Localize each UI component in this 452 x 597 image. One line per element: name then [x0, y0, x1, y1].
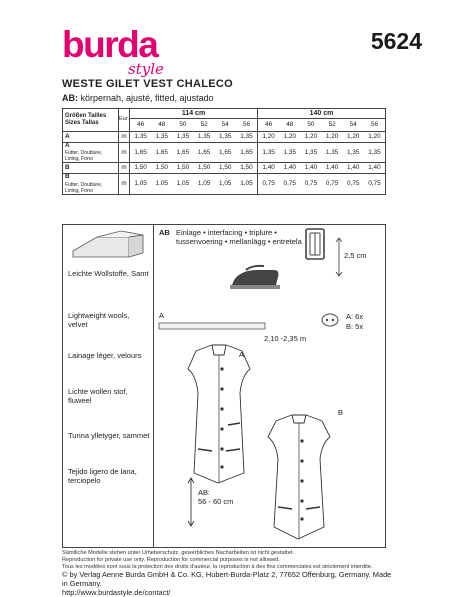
fabric-amount: 1,50: [134, 164, 147, 172]
fabric-amount: 1,20: [347, 132, 360, 140]
fabric-amount: 1,35: [134, 132, 147, 140]
size-label: 48: [158, 120, 166, 128]
sizes-140: [258, 119, 386, 132]
size-label: 52: [200, 120, 208, 128]
button-icon: [320, 313, 340, 327]
copyright-text: © by Verlag Aenne Burda GmbH & Co. KG, Hubert-Burda-Platz 2, 77652 Offenburg, Germany. Made in Germany.: [62, 570, 392, 589]
fabric-amount: 1,05: [240, 179, 253, 187]
width-114-header: 114 cm: [130, 109, 258, 119]
row-values: [130, 174, 258, 194]
fabric-suggestion: Tunna ylletyger, sammet: [68, 431, 150, 440]
fabric-suggestion: Lainage léger, velours: [68, 351, 142, 360]
size-label: 50: [307, 120, 315, 128]
vest-b-illustration: [264, 415, 334, 545]
fabric-amount: 1,65: [240, 148, 253, 156]
fabric-amount: 1,40: [304, 164, 318, 172]
fabric-amount: 1,65: [134, 148, 147, 156]
row-view: A: [65, 142, 70, 149]
fabric-amount: 1,50: [176, 164, 190, 172]
fabric-amount: 1,05: [134, 179, 147, 187]
fabric-amount: 1,35: [197, 132, 211, 140]
logo-sub: style: [128, 60, 164, 78]
size-header: Größen Tailles Sizes Tallas: [63, 109, 119, 132]
fabric-swatch-icon: [67, 229, 151, 263]
size-label: 54: [349, 120, 357, 128]
fabric-amount: 1,40: [262, 164, 275, 172]
fabric-amount: 1,40: [347, 164, 360, 172]
size-label: 46: [137, 120, 145, 128]
fabric-amount: 1,20: [325, 132, 339, 140]
row-label: [63, 143, 119, 163]
sizes-114: [130, 119, 258, 132]
size-label: 56: [242, 120, 250, 128]
size-label: 50: [179, 120, 187, 128]
row-label: [63, 163, 119, 174]
fabric-suggestion: Leichte Wollstoffe, Samt: [68, 269, 149, 278]
fabric-amount: 0,75: [262, 179, 275, 187]
burda-style-logo: [62, 26, 172, 82]
vest-a-illustration: [184, 345, 254, 495]
row-unit: m: [119, 174, 130, 194]
ab-label: AB: [159, 228, 170, 237]
fabric-suggestion: Tejido ligero de lana, terciopelo: [68, 467, 137, 485]
fabric-amount: 1,05: [176, 179, 190, 187]
buckle-size: 2,5 cm: [344, 251, 367, 260]
fabric-amount: 0,75: [304, 179, 318, 187]
legal-text: Sämtliche Modelle stehen unter Urheberschutz, gewerbliches Nacharbeiten ist nicht gestattet. Reproduction for private use only. Reproduction for commercial purposes is not allowed. Tous les modèles sont sous la protection des droits d'auteur, la reproduction à des fins commerciales est strictement interdite.: [62, 550, 373, 570]
row-lining-note: Futter, Doublure, Lining, Forro: [65, 181, 103, 194]
fabric-amount: 1,20: [262, 132, 275, 140]
fabric-suggestions-panel: [62, 224, 154, 548]
tape-length: 2,10 -2,35 m: [264, 334, 307, 343]
fabric-amount: 1,40: [283, 164, 296, 172]
buttons-a: A: 6x: [346, 312, 364, 321]
size-label: 54: [221, 120, 229, 128]
row-label: [63, 174, 119, 194]
tape-view-label: A: [159, 311, 165, 320]
fabric-amount: 0,75: [347, 179, 360, 187]
eur-label: Eur.: [119, 109, 130, 132]
buttons-b: B: 5x: [346, 322, 364, 331]
fabric-amount: 0,75: [325, 179, 339, 187]
fabric-amount: 0,75: [283, 179, 296, 187]
size-label: 56: [370, 120, 378, 128]
footer: [62, 550, 392, 597]
fabric-amount: 1,35: [283, 148, 296, 156]
row-unit: m: [119, 143, 130, 163]
row-values: [258, 143, 386, 163]
row-values: [130, 163, 258, 174]
fabric-amount: 0,75: [368, 179, 381, 187]
size-label: 52: [328, 120, 336, 128]
row-values: [258, 132, 386, 143]
fabric-amount: 1,65: [219, 148, 232, 156]
table-row: [63, 143, 386, 163]
fabric-requirements-table: [62, 108, 386, 195]
fabric-suggestion: Lichte wollen stof, fluweel: [68, 387, 128, 405]
fabric-suggestion: Lightweight wools, velvet: [68, 311, 130, 329]
row-unit: m: [119, 163, 130, 174]
table-row: [63, 174, 386, 194]
fabric-amount: 1,05: [219, 179, 232, 187]
fit-text: körpernah, ajusté, fitted, ajustado: [78, 93, 214, 103]
fabric-amount: 1,35: [304, 148, 318, 156]
fabric-amount: 1,20: [304, 132, 318, 140]
row-view: B: [65, 164, 70, 172]
fabric-amount: 1,05: [155, 179, 168, 187]
row-view: A: [65, 132, 70, 140]
fabric-amount: 1,65: [155, 148, 168, 156]
pattern-number: 5624: [370, 28, 422, 54]
fabric-amount: 1,50: [219, 164, 232, 172]
fit-prefix: AB:: [62, 93, 78, 103]
fabric-amount: 1,35: [240, 132, 253, 140]
fabric-amount: 1,35: [155, 132, 168, 140]
garment-title: WESTE GILET VEST CHALECO: [62, 78, 233, 90]
iron-icon: [228, 265, 284, 293]
interfacing-text: Einlage • interfacing • triplure • tussenvoering • mellanlägg • entretela: [176, 228, 302, 246]
logo-word: burda: [62, 24, 158, 65]
fabric-amount: 1,05: [197, 179, 211, 187]
tape-icon: [158, 321, 268, 331]
row-unit: m: [119, 132, 130, 143]
notions-panel: [153, 224, 386, 548]
fabric-amount: 1,35: [262, 148, 275, 156]
size-label: 48: [286, 120, 294, 128]
row-lining-note: Futter, Doublure, Lining, Forro: [65, 150, 103, 163]
fit-description: [62, 94, 214, 103]
row-label: [63, 132, 119, 143]
length-arrow-icon: [186, 477, 196, 527]
row-values: [130, 132, 258, 143]
fabric-amount: 1,50: [197, 164, 211, 172]
fabric-amount: 1,40: [325, 164, 339, 172]
view-a-label: A: [239, 350, 245, 359]
row-values: [130, 143, 258, 163]
table-row: [63, 163, 386, 174]
fabric-amount: 1,35: [176, 132, 190, 140]
fabric-amount: 1,20: [283, 132, 296, 140]
fabric-amount: 1,20: [368, 132, 381, 140]
row-values: [258, 163, 386, 174]
view-b-label: B: [338, 408, 344, 417]
fabric-amount: 1,35: [325, 148, 339, 156]
fabric-amount: 1,35: [368, 148, 381, 156]
buckle-icon: [304, 227, 326, 261]
row-view: B: [65, 173, 70, 181]
fabric-amount: 1,50: [155, 164, 168, 172]
fabric-amount: 1,35: [347, 148, 360, 156]
fabric-amount: 1,35: [219, 132, 232, 140]
width-140-header: 140 cm: [258, 109, 386, 119]
contact-link[interactable]: http://www.burdastyle.de/contact/: [62, 588, 171, 597]
fabric-amount: 1,50: [240, 164, 253, 172]
fabric-amount: 1,65: [197, 148, 211, 156]
fabric-amount: 1,65: [176, 148, 190, 156]
length-text: AB: 56 - 60 cm: [198, 488, 234, 506]
row-values: [258, 174, 386, 194]
size-label: 46: [265, 120, 273, 128]
fabric-amount: 1,40: [368, 164, 381, 172]
table-row: [63, 132, 386, 143]
